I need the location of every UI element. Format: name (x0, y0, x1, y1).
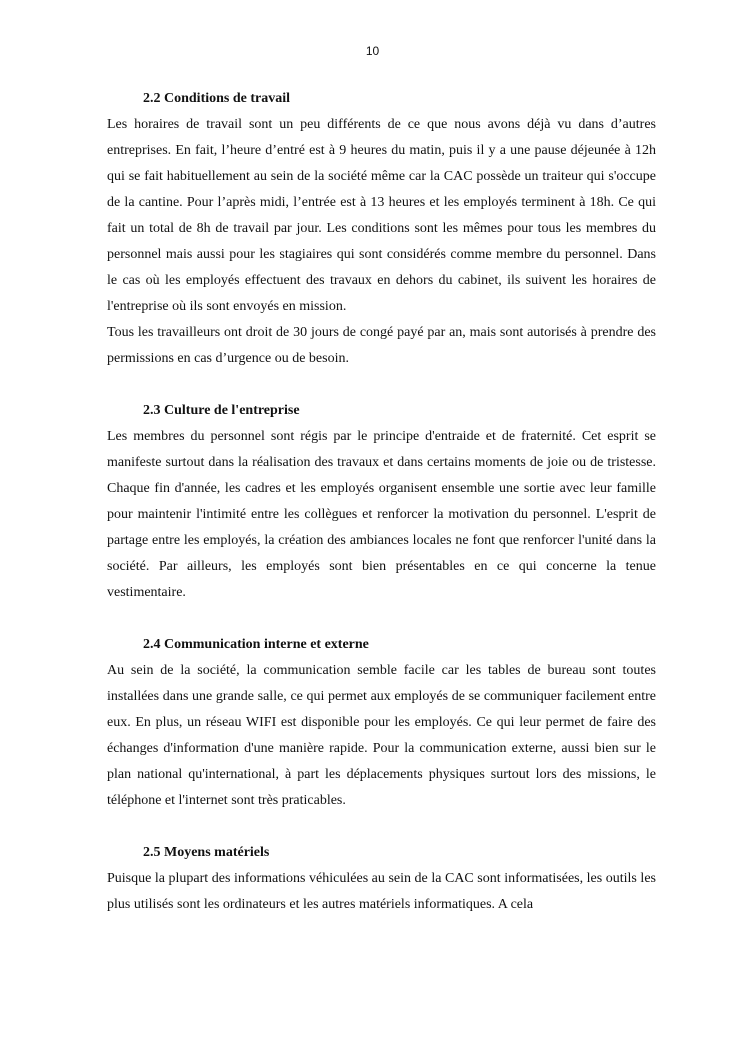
page-number: 10 (365, 44, 380, 58)
paragraph: Les membres du personnel sont régis par le principe d'entraide et de fraternité. Cet esprit se manifeste surtout dans la réalisation des travaux et dans certains moments de joie ou de tristesse. Chaque fin d'année, les cadres et les employés organisent ensemble une sortie avec leur famille pour maintenir l'intimité entre les collègues et renforcer la motivation du personnel. L'esprit de partage entre les employés, la création des ambiances locales ne font que renforcer l'unité dans la société. Par ailleurs, les employés sont bien présentables en ce qui concerne la tenue vestimentaire. (107, 429, 656, 600)
section-spacer (107, 372, 656, 398)
paragraph: Tous les travailleurs ont droit de 30 jours de congé payé par an, mais sont autorisés à prendre des permissions en cas d’urgence ou de besoin. (107, 325, 656, 366)
section-spacer (107, 606, 656, 632)
section-spacer (107, 814, 656, 840)
document-body (107, 86, 656, 918)
section-moyens-materiels (107, 840, 656, 918)
section-conditions-de-travail (107, 86, 656, 372)
section-heading: 2.5 Moyens matériels (143, 845, 270, 860)
section-heading: 2.2 Conditions de travail (143, 91, 291, 106)
paragraph: Au sein de la société, la communication semble facile car les tables de bureau sont toutes installées dans une grande salle, ce qui permet aux employés de se communiquer facilement entre eux. En plus, un réseau WIFI est disponible pour les employés. Ce qui leur permet de faire des échanges d'information d'une manière rapide. Pour la communication externe, aussi bien sur le plan national qu'international, à part les déplacements physiques surtout lors des missions, le téléphone et l'internet sont très praticables. (107, 663, 656, 808)
section-culture-entreprise (107, 398, 656, 606)
section-heading: 2.4 Communication interne et externe (143, 637, 369, 652)
section-heading: 2.3 Culture de l'entreprise (143, 403, 300, 418)
paragraph: Les horaires de travail sont un peu différents de ce que nous avons déjà vu dans d’autres entreprises. En fait, l’heure d’entré est à 9 heures du matin, puis il y a une pause déjeunée à 12h qui se fait habituellement au sein de la société même car la CAC possède un traiteur qui s'occupe de la cantine. Pour l’après midi, l’entrée est à 13 heures et les employés terminent à 18h. Ce qui fait un total de 8h de travail par jour. Les conditions sont les mêmes pour tous les membres du personnel mais aussi pour les stagiaires qui sont considérés comme membre du personnel. Dans le cas où les employés effectuent des travaux en dehors du cabinet, ils suivent les horaires de l'entreprise où ils sont envoyés en mission. (107, 117, 656, 314)
section-communication (107, 632, 656, 814)
paragraph: Puisque la plupart des informations véhiculées au sein de la CAC sont informatisées, les outils les plus utilisés sont les ordinateurs et les autres matériels informatiques. A cela (107, 871, 656, 912)
